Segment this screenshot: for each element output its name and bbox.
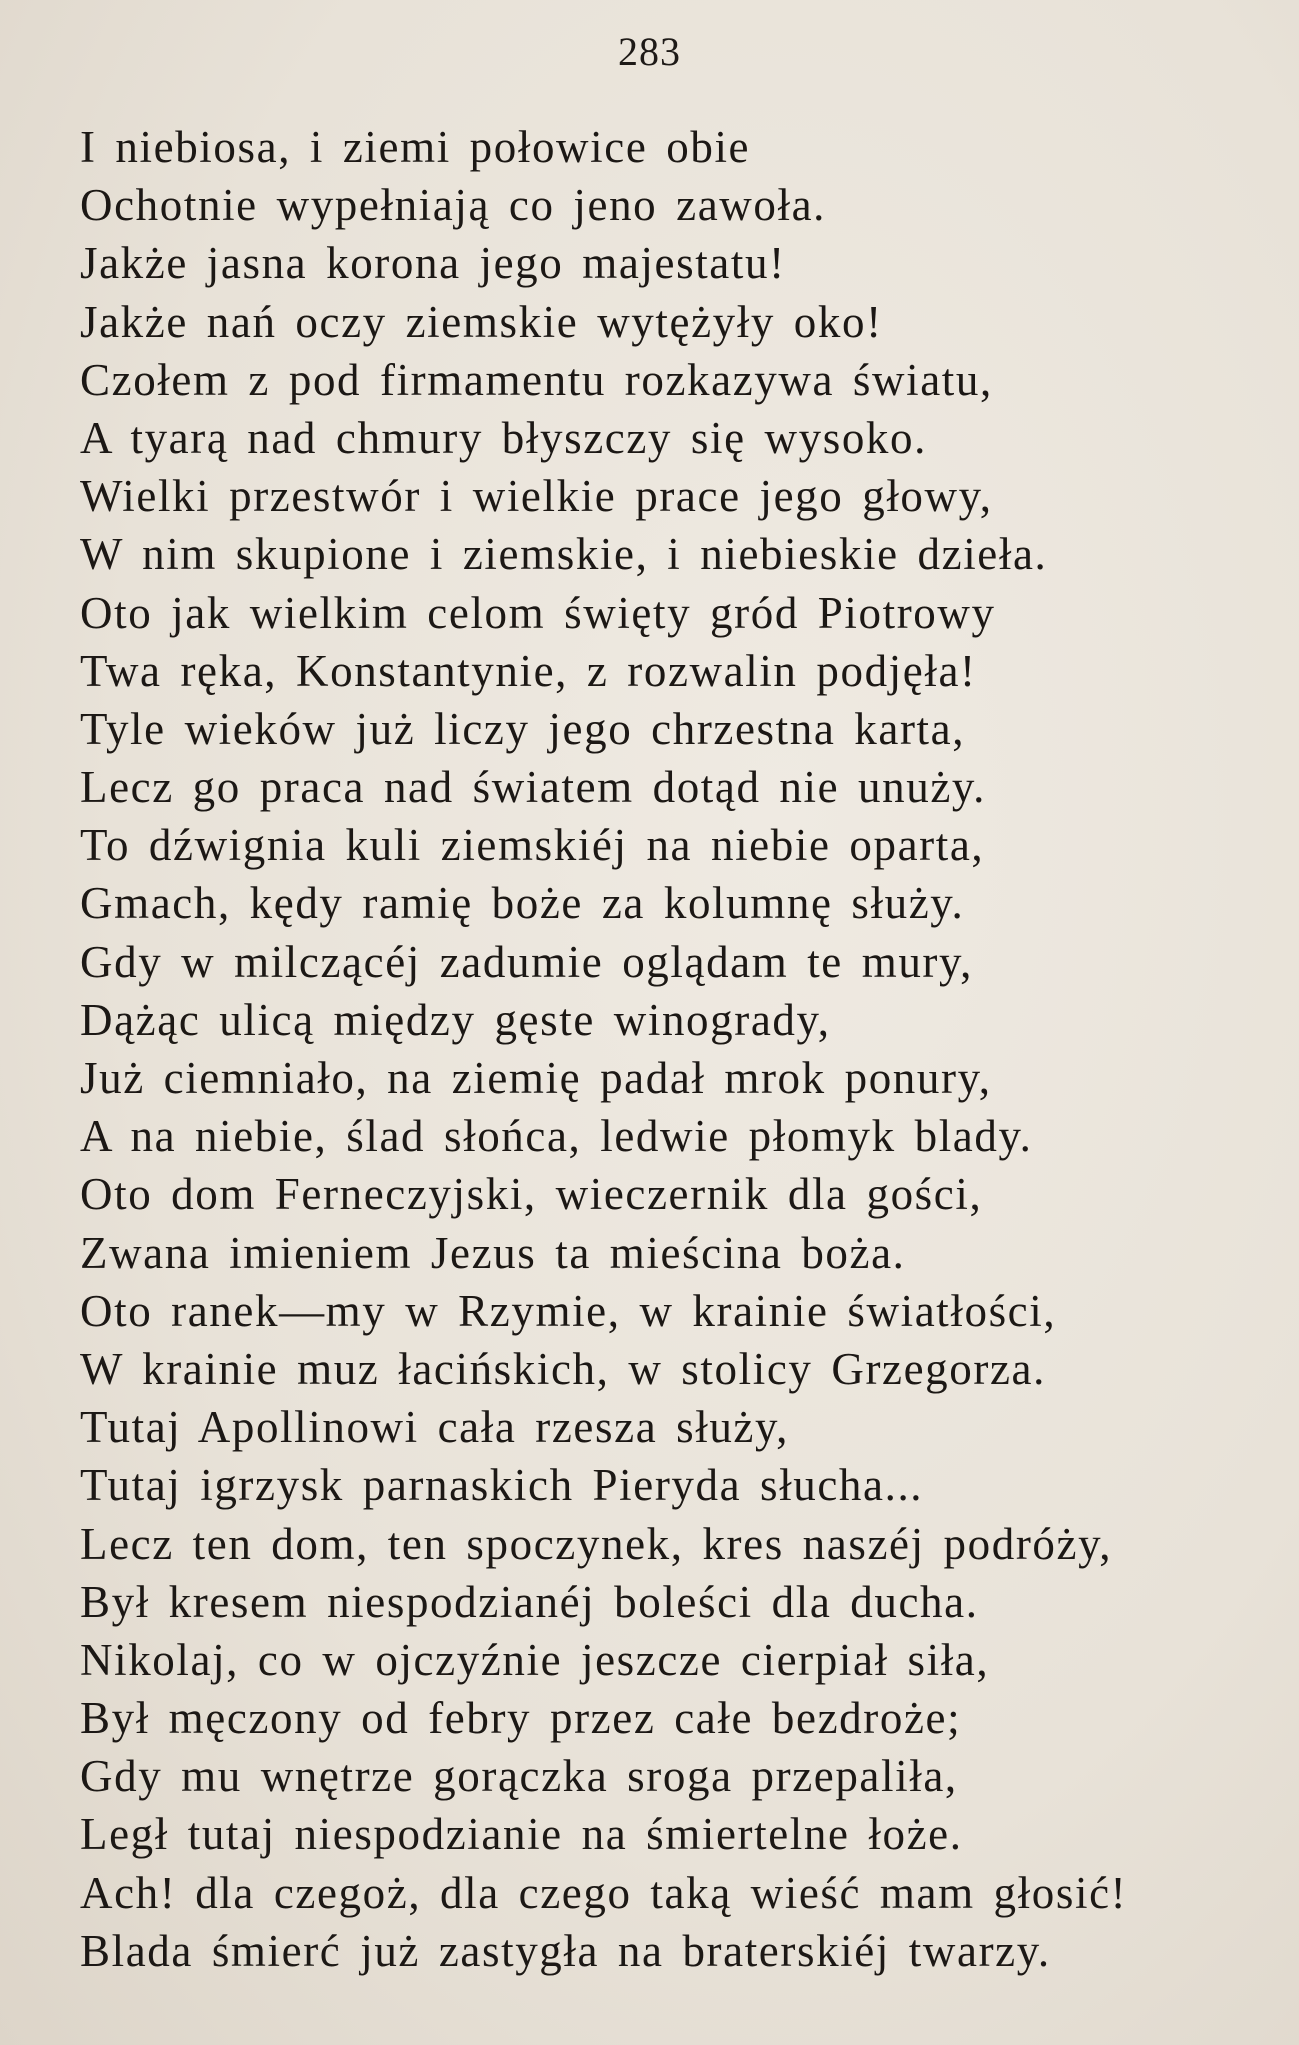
verse-line: Gdy w milczącéj zadumie oglądam te mury, <box>80 936 974 987</box>
verse-line: To dźwignia kuli ziemskiéj na niebie oparta, <box>80 820 985 871</box>
verse-line: Wielki przestwór i wielkie prace jego głowy, <box>80 471 993 522</box>
verse-line: Był kresem niespodzianéj boleści dla ducha. <box>80 1576 979 1627</box>
verse-line: A na niebie, ślad słońca, ledwie płomyk blady. <box>80 1111 1033 1162</box>
verse-line: Tutaj igrzysk parnaskich Pieryda słucha... <box>80 1460 924 1511</box>
verse-line: Zwana imieniem Jezus ta mieścina boża. <box>80 1227 906 1278</box>
poem-text <box>80 118 1280 1980</box>
verse-line: Nikolaj, co w ojczyźnie jeszcze cierpiał siła, <box>80 1634 990 1685</box>
verse-line: Blada śmierć już zastygła na braterskiéj twarzy. <box>80 1925 1051 1976</box>
page-number: 283 <box>618 29 681 74</box>
verse-line: Czołem z pod firmamentu rozkazywa światu, <box>80 354 993 405</box>
verse-line: Ach! dla czegoż, dla czego taką wieść mam głosić! <box>80 1867 1128 1918</box>
verse-line: I niebiosa, i ziemi połowice obie <box>80 122 751 172</box>
verse-line: Oto ranek—my w Rzymie, w krainie światłości, <box>80 1285 1057 1336</box>
verse-line: Jakże jasna korona jego majestatu! <box>80 238 786 289</box>
verse-line: Oto jak wielkim celom święty gród Piotrowy <box>80 587 996 638</box>
verse-line: Lecz ten dom, ten spoczynek, kres naszéj podróży, <box>80 1518 1113 1569</box>
verse-line: Był męczony od febry przez całe bezdroże; <box>80 1693 962 1744</box>
verse-line: W krainie muz łacińskich, w stolicy Grzegorza. <box>80 1343 1046 1394</box>
verse-line: Oto dom Ferneczyjski, wieczernik dla gości, <box>80 1169 983 1220</box>
verse-line: Dążąc ulicą między gęste winogrady, <box>80 994 831 1045</box>
verse-line: Gmach, kędy ramię boże za kolumnę służy. <box>80 878 965 929</box>
verse-line: Tutaj Apollinowi cała rzesza służy, <box>80 1402 790 1453</box>
verse-line: A tyarą nad chmury błyszczy się wysoko. <box>80 412 927 463</box>
verse-line: Lecz go praca nad światem dotąd nie unuży. <box>80 762 986 813</box>
verse-line: Jakże nań oczy ziemskie wytężyły oko! <box>80 296 883 347</box>
verse-line: W nim skupione i ziemskie, i niebieskie dzieła. <box>80 529 1048 580</box>
verse-line: Legł tutaj niespodzianie na śmiertelne łoże. <box>80 1809 963 1860</box>
verse-line: Tyle wieków już liczy jego chrzestna karta, <box>80 703 966 754</box>
verse-line: Już ciemniało, na ziemię padał mrok ponury, <box>80 1053 992 1103</box>
verse-line: Twa ręka, Konstantynie, z rozwalin podjęła! <box>80 645 977 696</box>
verse-line: Ochotnie wypełniają co jeno zawoła. <box>80 180 826 231</box>
verse-line: Gdy mu wnętrze gorączka sroga przepaliła, <box>80 1751 958 1802</box>
